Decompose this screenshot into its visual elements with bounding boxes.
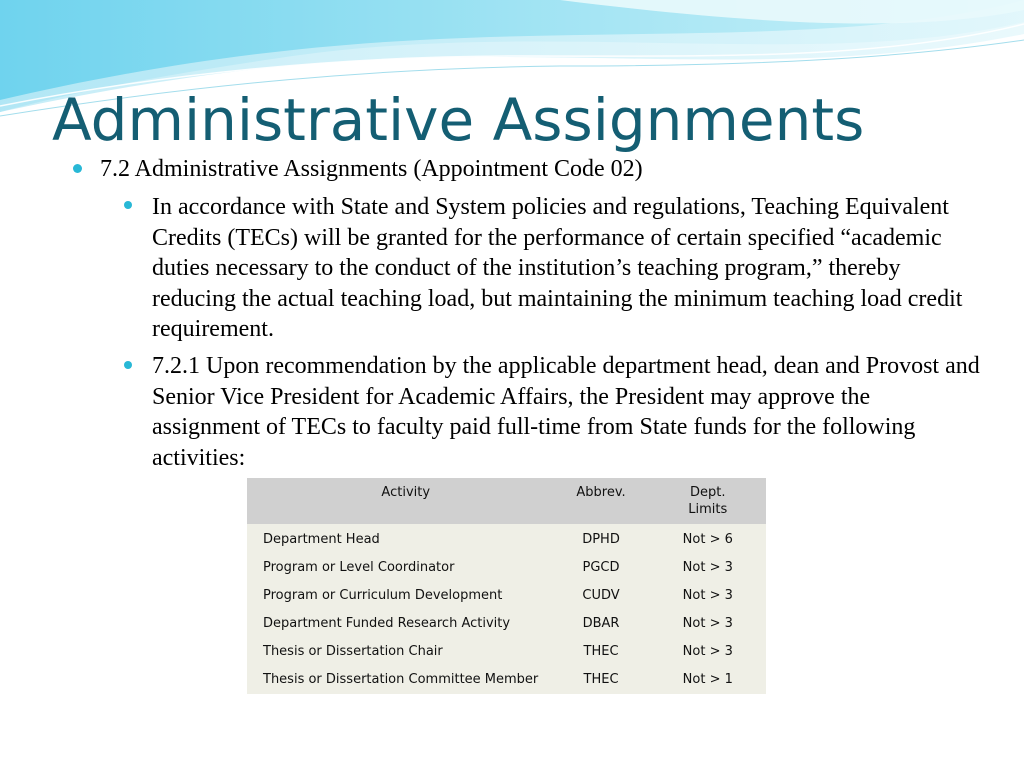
bullet-icon: [73, 164, 82, 173]
bullet-level2-recommendation: 7.2.1 Upon recommendation by the applicable department head, dean and Provost and Senior Vice President for Academic Affairs, the President may approve the assignment of TECs to faculty paid full-time from State funds for the following activities:: [152, 353, 980, 471]
tec-activities-table: [247, 478, 766, 694]
bullet-level2-tec-policy: In accordance with State and System policies and regulations, Teaching Equivalent Credits (TECs) will be granted for the performance of certain specified “academic duties necessary to the conduct of the institution’s teaching program,” thereby reducing the actual teaching load, but maintaining the minimum teaching load credit requirement.: [152, 194, 963, 342]
cell-activity: Program or Curriculum Development: [247, 582, 552, 610]
cell-abbrev: CUDV: [552, 582, 649, 610]
cell-limit: Not > 3: [650, 554, 766, 582]
column-header-dept-limits: Dept. Limits: [650, 478, 766, 524]
cell-abbrev: THEC: [552, 666, 649, 694]
cell-activity: Department Head: [247, 524, 552, 554]
table-row: [247, 638, 766, 666]
bullet-icon: [124, 201, 132, 209]
table-header-row: [247, 478, 766, 524]
column-header-activity: Activity: [247, 478, 552, 524]
cell-abbrev: DPHD: [552, 524, 649, 554]
table-row: [247, 524, 766, 554]
column-header-abbrev: Abbrev.: [552, 478, 649, 524]
cell-limit: Not > 3: [650, 610, 766, 638]
cell-limit: Not > 3: [650, 582, 766, 610]
cell-activity: Thesis or Dissertation Committee Member: [247, 666, 552, 694]
cell-activity: Department Funded Research Activity: [247, 610, 552, 638]
bullet-icon: [124, 361, 132, 369]
table-row: [247, 666, 766, 694]
cell-limit: Not > 1: [650, 666, 766, 694]
cell-limit: Not > 3: [650, 638, 766, 666]
cell-activity: Program or Level Coordinator: [247, 554, 552, 582]
table-row: [247, 554, 766, 582]
cell-limit: Not > 6: [650, 524, 766, 554]
cell-abbrev: DBAR: [552, 610, 649, 638]
table-row: [247, 582, 766, 610]
table-row: [247, 610, 766, 638]
cell-abbrev: PGCD: [552, 554, 649, 582]
bullet-level1: 7.2 Administrative Assignments (Appointment Code 02): [100, 156, 643, 182]
slide-title: Administrative Assignments: [52, 86, 865, 154]
cell-abbrev: THEC: [552, 638, 649, 666]
cell-activity: Thesis or Dissertation Chair: [247, 638, 552, 666]
